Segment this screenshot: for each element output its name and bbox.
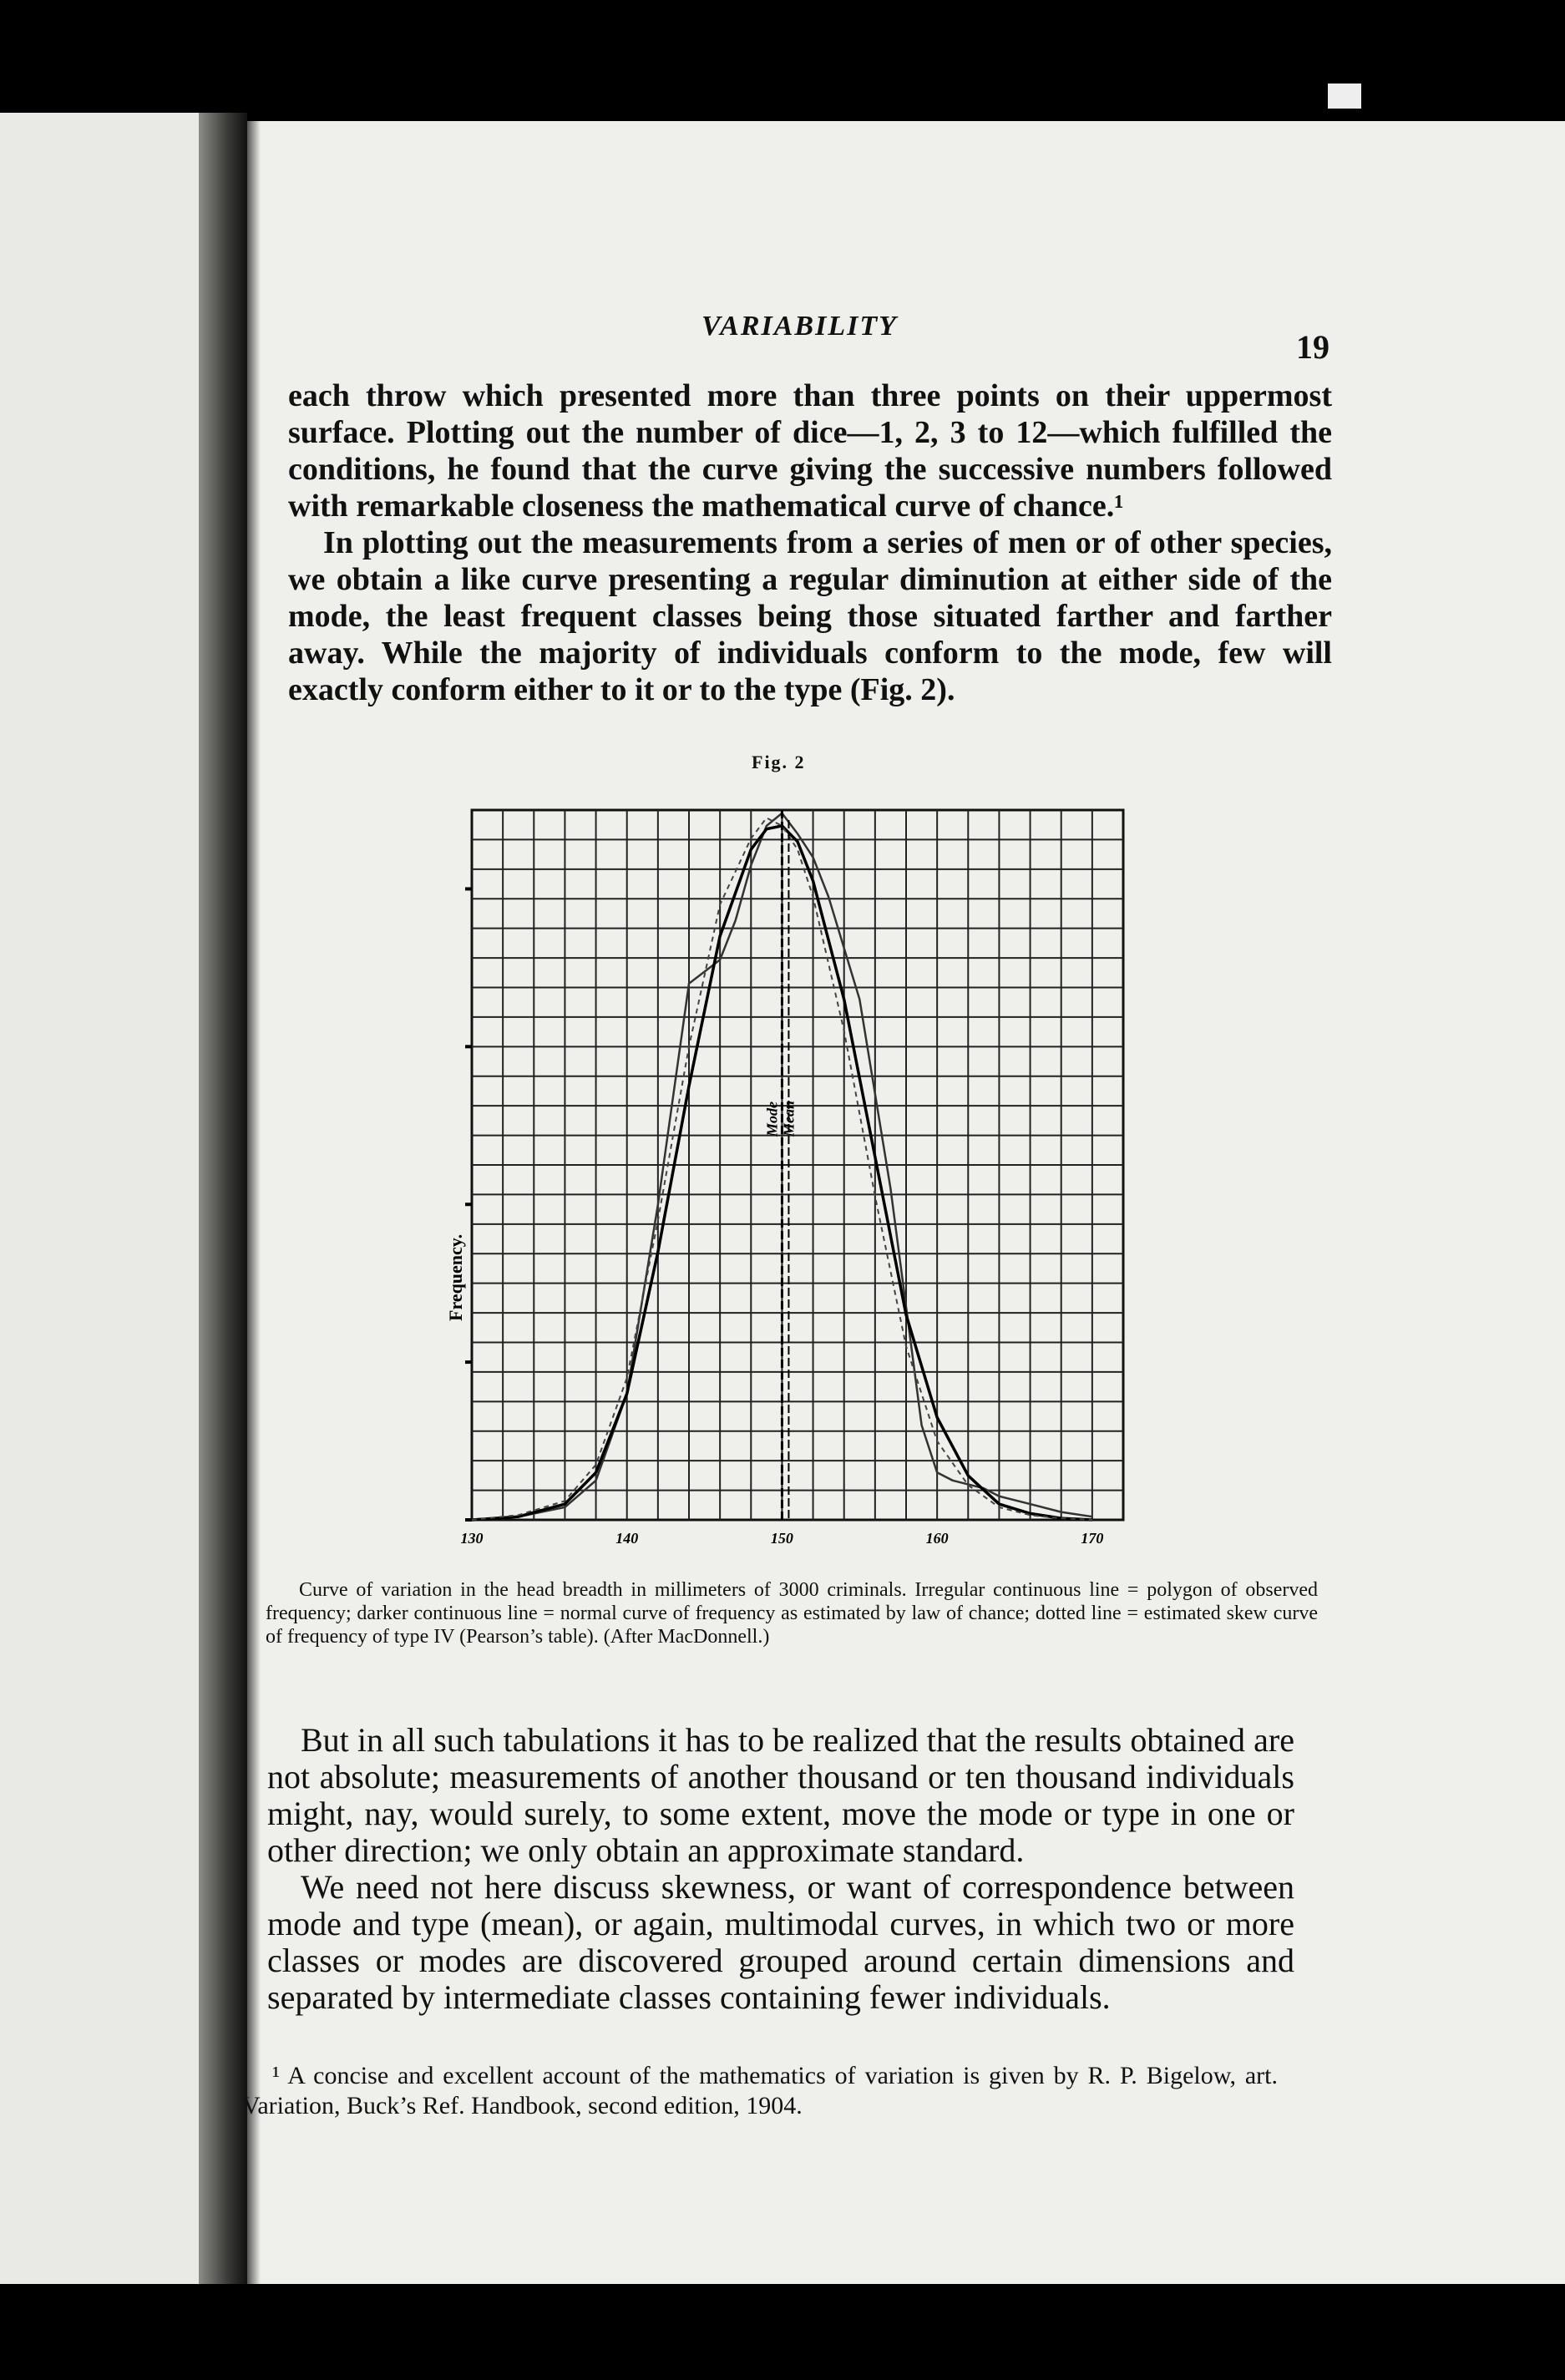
x-tick-label: 150: [770, 1530, 793, 1547]
footnote-text: ¹ A concise and excellent account of the mathematics of variation is given by R. P. Bigelow, art. Variation, Buck’s Ref. Handbook, second edition, 1904.: [242, 2062, 1278, 2119]
x-tick-label: 130: [460, 1530, 484, 1547]
x-tick-label: 140: [615, 1530, 639, 1547]
chart-grid: [472, 810, 1123, 1520]
page-gutter-shadow: [199, 113, 247, 2284]
mean-label: Mean: [780, 1100, 798, 1137]
page-number: 19: [1296, 328, 1329, 366]
paragraph: In plotting out the measurements from a series of men or of other species, we obtain a like curve presenting a regular diminution at either side of the mode, the least frequent classes being those situated farther and farther away. While the majority of individuals conform to the mode, few will exactly conform either to it or to the type (Fig. 2).: [288, 525, 1332, 707]
paragraph: But in all such tabulations it has to be realized that the results obtained are not absolute; measurements of another thousand or ten thousand individuals might, nay, would surely, to some extent, move the mode or type in one or other direction; we only obtain an approximate standard.: [267, 1721, 1294, 1869]
y-axis-label: Frequency.: [445, 1233, 466, 1321]
figure-label: Fig. 2: [752, 752, 806, 772]
page-fold: [247, 121, 261, 2284]
x-tick-label: 160: [925, 1530, 949, 1547]
mode-label: Mode: [763, 1101, 781, 1137]
paragraph: We need not here discuss skewness, or want of correspondence between mode and type (mean), or again, multimodal curves, in which two or more classes or modes are discovered grouped around certain dimensions and separated by intermediate classes containing fewer individuals.: [267, 1868, 1294, 2016]
paragraph: each throw which presented more than three points on their uppermost surface. Plotting out the number of dice—1, 2, 3 to 12—which fulfilled the conditions, he found that the curve giving the successive numbers followed with remarkable closeness the mathematical curve of chance.¹: [288, 378, 1332, 524]
body-text: [288, 377, 1332, 708]
caption-text: Curve of variation in the head breadth in millimeters of 3000 criminals. Irregular continuous line = polygon of observed frequency; darker continuous line = normal curve of frequency as estimated by law of chance; dotted line = estimated skew curve of frequency of type IV (Pearson’s table). (After MacDonnell.): [266, 1579, 1318, 1648]
lower-text: [267, 1722, 1294, 2016]
running-title: VARIABILITY: [701, 311, 898, 342]
footnote: [242, 2061, 1278, 2121]
left-page: [0, 113, 199, 2284]
figure-caption: [266, 1578, 1318, 1648]
scan-speck: [1328, 84, 1361, 109]
frequency-chart: [434, 793, 1161, 1578]
x-tick-label: 170: [1081, 1530, 1104, 1547]
